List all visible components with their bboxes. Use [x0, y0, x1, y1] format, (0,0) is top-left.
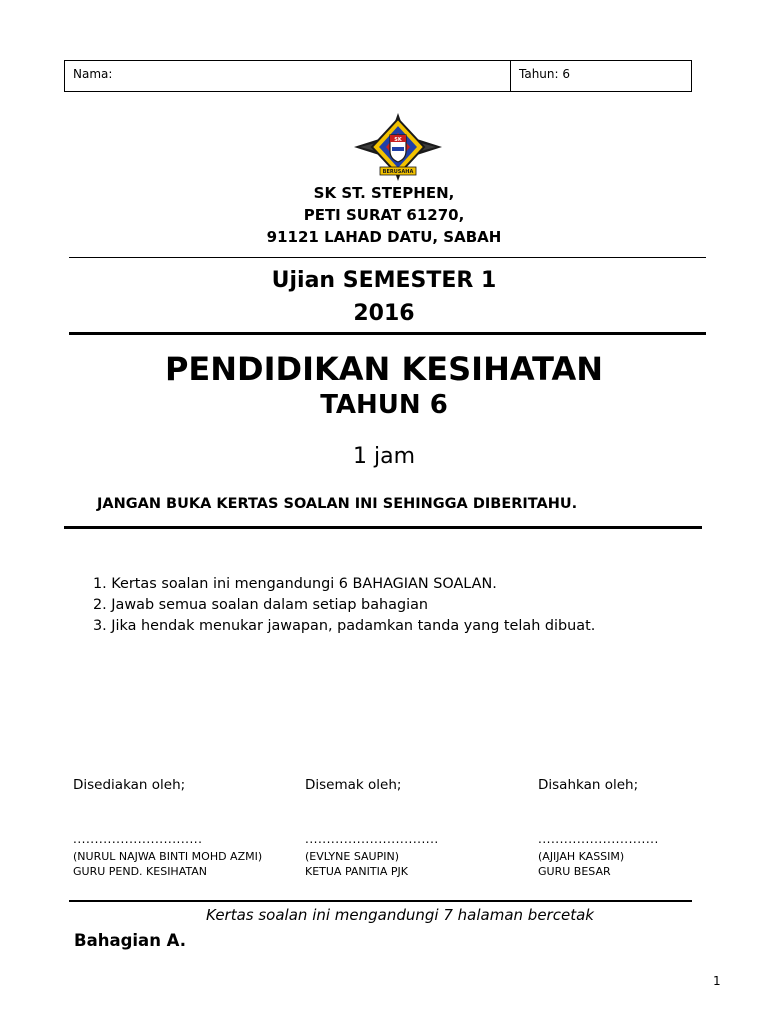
page-count-note: Kertas soalan ini mengandungi 7 halaman bercetak	[206, 906, 594, 924]
instruction-item: 2. Jawab semua soalan dalam setiap bahagian	[93, 597, 429, 613]
crest-initials: SK	[394, 137, 402, 143]
signature-role: Disahkan oleh;	[538, 777, 639, 793]
name-label: Nama:	[73, 67, 113, 81]
divider-warning	[64, 526, 702, 529]
exam-title-block	[0, 264, 768, 330]
instructions-list	[93, 574, 733, 637]
signature-title: KETUA PANITIA PJK	[305, 865, 408, 878]
name-field[interactable]	[65, 61, 511, 91]
crest-motto: BERUSAHA	[382, 169, 414, 175]
warning-text: JANGAN BUKA KERTAS SOALAN INI SEHINGGA DIBERITAHU.	[97, 496, 578, 512]
year-label: Tahun: 6	[519, 67, 571, 81]
signature-line: ............................	[538, 832, 659, 846]
signature-line: ..............................	[73, 832, 203, 846]
instruction-item: 3. Jika hendak menukar jawapan, padamkan tanda yang telah dibuat.	[93, 618, 596, 634]
signature-name: (NURUL NAJWA BINTI MOHD AZMI)	[73, 850, 263, 863]
year-field	[511, 61, 691, 91]
signature-line: ...............................	[305, 832, 439, 846]
signature-role: Disemak oleh;	[305, 777, 402, 793]
subject-title: PENDIDIKAN KESIHATAN	[164, 350, 604, 388]
signature-reviewed	[305, 776, 525, 879]
section-heading: Bahagian A.	[74, 931, 187, 950]
signature-title: GURU BESAR	[538, 865, 611, 878]
divider-thick	[69, 332, 706, 335]
signature-role: Disediakan oleh;	[73, 777, 186, 793]
subject-level: TAHUN 6	[320, 390, 448, 420]
signature-approved	[538, 776, 738, 879]
divider-thin	[69, 257, 706, 258]
exam-duration: 1 jam	[352, 444, 415, 469]
student-info-box	[64, 60, 692, 92]
signature-prepared	[73, 776, 293, 879]
page-number: 1	[713, 974, 721, 988]
divider-footer	[69, 900, 692, 902]
school-crest-icon	[352, 111, 444, 183]
exam-title: Ujian SEMESTER 1	[271, 268, 497, 293]
instruction-item: 1. Kertas soalan ini mengandungi 6 BAHAGIAN SOALAN.	[93, 576, 497, 592]
school-postbox: PETI SURAT 61270,	[303, 206, 465, 224]
school-city: 91121 LAHAD DATU, SABAH	[266, 228, 502, 246]
signature-name: (AJIJAH KASSIM)	[538, 850, 625, 863]
signature-title: GURU PEND. KESIHATAN	[73, 865, 207, 878]
signature-name: (EVLYNE SAUPIN)	[305, 850, 399, 863]
school-name: SK ST. STEPHEN,	[313, 184, 455, 202]
exam-year: 2016	[353, 301, 415, 326]
school-address	[0, 182, 768, 248]
